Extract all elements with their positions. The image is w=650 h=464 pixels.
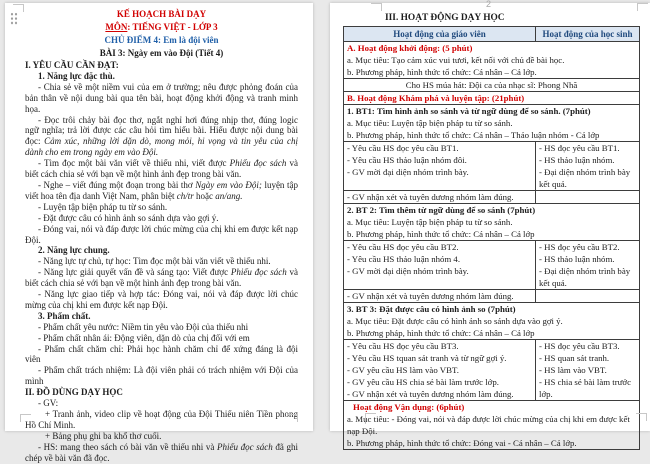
table-line: - HS thảo luận nhóm. (539, 254, 615, 264)
table-line: b. Phương pháp, hình thức tổ chức: Đóng vai - Cá nhân – Cả lớp. (347, 438, 577, 448)
table-row (344, 204, 640, 241)
right-page (330, 3, 650, 448)
table-line: - Yêu cầu HS đọc yêu cầu BT3. (347, 341, 459, 351)
student-cell (536, 142, 640, 191)
table-cell-span (344, 105, 640, 142)
paragraph: KẾ HOẠCH BÀI DẠY (116, 9, 207, 19)
table-cell-span (344, 42, 640, 79)
table-row (344, 290, 640, 303)
student-cell (536, 241, 640, 290)
table-line: Cho HS múa hát: Đội ca của nhạc sĩ: Phong Nhã (405, 80, 578, 90)
table-cell-span (344, 401, 640, 450)
text-boundary-mark (637, 3, 648, 11)
table-line: 2. BT 2: Tìm thêm từ ngữ dùng để so sánh (7phút) (347, 205, 536, 215)
table-line: - Đại diện nhóm trình bày kết quả. (539, 266, 631, 288)
table-row (344, 191, 640, 204)
table-line: - GV mời đại diện nhóm trình bày. (347, 167, 469, 177)
table-line: b. Phương pháp, hình thức tổ chức: Cá nhân – Cả lớp (347, 328, 535, 338)
table-line: 1. BT1: Tìm hình ảnh so sánh và từ ngữ dùng để so sánh. (7phút) (347, 106, 591, 116)
paragraph: - Đặt được câu có hình ảnh so sánh dựa vào gợi ý. (38, 212, 219, 223)
paragraph: MÔN: TIẾNG VIỆT - LỚP 3 (105, 22, 218, 32)
table-line: 3. BT 3: Đặt được câu có hình ảnh so (7phút) (347, 304, 516, 314)
paragraph: 3. Phẩm chất. (38, 310, 91, 321)
left-page (5, 3, 313, 463)
table-line: - Yêu cầu HS thảo luận nhóm 4. (347, 254, 461, 264)
table-line: - GV yêu cầu HS chia sẻ bài làm trước lớp. (347, 377, 499, 387)
table-line: b. Phương pháp, hình thức tổ chức: Cá nhân – Thảo luận nhóm - Cả lớp (347, 130, 600, 140)
paragraph: II. ĐỒ DÙNG DẠY HỌC (25, 387, 123, 398)
paragraph: 1. Năng lực đặc thù. (38, 70, 115, 81)
paragraph: - Đóng vai, nói và đáp được lời chúc mừng của chị khi em được kết nạp Đội. (25, 223, 298, 245)
table-line: a. Mục tiêu: - Đóng vai, nói và đáp được lời chúc mừng của chị khi em được kết nạp Đội. (347, 414, 630, 436)
paragraph: - Nghe – viết đúng một đoạn trong bài thơ Ngày em vào Đội; luyện tập viết hoa tên địa danh Việt Nam, phân biệt ch/tr hoặc an/ang. (25, 179, 298, 201)
teacher-cell (344, 340, 536, 401)
table-line: - GV mời đại diện nhóm trình bày. (347, 266, 469, 276)
table-row (344, 340, 640, 401)
student-cell (536, 340, 640, 401)
table-line: - Đại diện nhóm trình bày kết quả. (539, 167, 631, 189)
text-segment: Phiếu đọc sách (230, 267, 287, 278)
table-row (344, 303, 640, 340)
text-segment: Phiếu đọc sách (229, 158, 287, 169)
paragraph: - Luyện tập biện pháp tu từ so sánh. (38, 201, 168, 212)
text-segment: Phiếu đọc sách (217, 441, 273, 452)
table-line: B. Hoạt động Khám phá và luyện tập: (21phút) (347, 93, 525, 103)
text-boundary-mark (636, 413, 647, 421)
paragraph: - Năng lực giải quyết vấn đề và sáng tạo: Viết được Phiếu đọc sách và biết cách chia sẻ với bạn về một hình ảnh đẹp trong bài văn. (25, 267, 298, 289)
table-line: a. Mục tiêu: Đặt được câu có hình ảnh so sánh dựa vào gợi ý. (347, 316, 563, 326)
table-cell-span (344, 79, 640, 92)
teacher-cell (344, 290, 536, 303)
table-row (344, 401, 640, 450)
text-boundary-mark (365, 413, 376, 421)
table-line: - Yêu cầu HS tquan sát tranh và từ ngữ gợi ý. (347, 353, 507, 363)
table-row (344, 79, 640, 92)
table-line: - Yêu cầu HS thảo luận nhóm đôi. (347, 155, 467, 165)
paragraph: + Tranh ảnh, video clip về hoạt động của Đội Thiếu niên Tiền phong Hồ Chí Minh. (25, 409, 298, 430)
table-line: a. Mục tiêu: Luyện tập biện pháp tu từ so sánh. (347, 217, 513, 227)
paragraph: - Năng lực giao tiếp và hợp tác: Đóng vai, nói và đáp được lời chúc mừng của chị khi em được kết nạp Đội. (25, 289, 298, 310)
table-cell-span (344, 303, 640, 340)
paragraph: - Phẩm chất nhân ái: Động viên, dặn dò của chị đối với em (38, 332, 250, 343)
text-boundary-mark (20, 414, 31, 422)
paragraph: - GV: (38, 398, 59, 409)
table-line: b. Phương pháp, hình thức tổ chức: Cá nhân – Cả lớp. (347, 67, 537, 77)
table-line: - GV nhận xét và tuyên dương nhóm làm đúng. (347, 389, 514, 399)
paragraph: - Đọc trôi chảy bài đọc thơ, ngắt nghỉ hơi đúng nhịp thơ, đúng logic ngữ nghĩa; trả lời được các câu hỏi tìm hiểu bài. Hiểu được nội dung bài đọc: Cảm xúc, những lời dặn dò, mong mỏi, hi vọng và tin yêu của chị dành cho em trong ngày em vào Đội. (25, 114, 298, 158)
paragraph: CHỦ ĐIỂM 4: Em là đội viên (104, 35, 219, 45)
activities-table (343, 26, 640, 450)
table-header-row (344, 27, 640, 42)
column-header-student: Hoạt động của học sinh (536, 27, 640, 42)
activities-table-body (344, 42, 640, 450)
student-cell (536, 290, 640, 303)
table-line: - HS quan sát tranh. (539, 353, 610, 363)
table-row (344, 241, 640, 290)
table-line: - HS đọc yêu cầu BT2. (539, 242, 620, 252)
table-row (344, 105, 640, 142)
table-line: - HS chia sẻ bài làm trước lớp. (539, 377, 631, 399)
paragraph: - Phẩm chất trách nhiệm: Là đội viên phải có trách nhiệm với Đội của mình (25, 365, 298, 387)
text-boundary-mark (371, 3, 382, 11)
table-line: b. Phương pháp, hình thức tổ chức: Cá nhân – Cả lớp (347, 229, 535, 239)
table-line: - GV nhận xét và tuyên dương nhóm làm đúng. (347, 291, 514, 301)
table-row (344, 42, 640, 79)
text-segment: an/ang. (215, 190, 243, 201)
table-line: - Yêu cầu HS đọc yêu cầu BT1. (347, 143, 459, 153)
column-header-teacher: Hoạt động của giáo viên (344, 27, 536, 42)
paragraph: - Phẩm chất yêu nước: Niềm tin yêu vào Đội của thiếu nhi (38, 321, 249, 332)
table-line: - HS đọc yêu cầu BT1. (539, 143, 620, 153)
teacher-cell (344, 191, 536, 204)
table-line: A. Hoạt động khởi động: (5 phút) (347, 43, 473, 53)
section-heading: III. HOẠT ĐỘNG DẠY HỌC (385, 13, 505, 23)
left-page-content (5, 3, 313, 464)
teacher-cell (344, 241, 536, 290)
paragraph: BÀI 3: Ngày em vào Đội (Tiết 4) (99, 48, 224, 58)
table-row (344, 92, 640, 105)
paragraph: - HS: mang theo sách có bài văn về thiếu nhi và Phiếu đọc sách đã ghi chép về bài văn đã đọc. (25, 441, 299, 463)
table-row (344, 142, 640, 191)
text-segment: Ngày em vào Đội; (195, 179, 262, 190)
text-segment: ch/tr (176, 190, 194, 201)
table-line: - Yêu cầu HS đọc yêu cầu BT2. (347, 242, 459, 252)
table-line: Hoạt động Vận dụng: (6phút) (353, 402, 465, 412)
paragraph: - Chia sẻ về một niềm vui của em ở trường; nêu được phỏng đoán của bản thân về nội dung bài qua tên bài, hoạt động khởi động và tranh minh họa. (25, 81, 298, 114)
table-cell-span (344, 92, 640, 105)
text-boundary-mark (287, 414, 298, 422)
paragraph: - Phẩm chất chăm chỉ: Phải học hành chăm chỉ để xứng đáng là đội viên (25, 343, 298, 365)
paragraph: - Tìm đọc một bài văn viết về thiếu nhi, viết được Phiếu đọc sách và biết cách chia sẻ với bạn về một hình ảnh đẹp trong bài văn. (25, 158, 299, 180)
text-segment: MÔN (105, 22, 128, 32)
student-cell (536, 191, 640, 204)
text-boundary-mark (13, 4, 24, 12)
paragraph: + Bảng phụ ghi ba khổ thơ cuối. (45, 430, 162, 441)
table-cell-span (344, 204, 640, 241)
table-line: - GV yêu cầu HS làm vào VBT. (347, 365, 459, 375)
table-line: a. Mục tiêu: Tạo cảm xúc vui tươi, kết nối với chủ đề bài học. (347, 55, 565, 65)
paragraph: I. YÊU CẦU CẦN ĐẠT: (25, 60, 119, 70)
table-line: a. Mục tiêu: Luyện tập biện pháp tu từ so sánh. (347, 118, 513, 128)
text-segment: Cảm xúc, những lời dặn dò, mong mỏi, hi vọng và tin yêu của chị dành cho em trong ngày em vào Đội. (25, 136, 298, 158)
paragraph: - Năng lực tự chủ, tự học: Tìm đọc một bài văn viết về thiếu nhi. (38, 256, 271, 267)
table-line: - HS thảo luận nhóm. (539, 155, 615, 165)
table-line: - HS làm vào VBT. (539, 365, 607, 375)
paragraph: 2. Năng lực chung. (38, 245, 110, 256)
table-line: - GV nhận xét và tuyên dương nhóm làm đúng. (347, 192, 514, 202)
page-number: 2 (486, 0, 492, 9)
drag-dots-icon (10, 12, 18, 25)
table-line: - HS đọc yêu cầu BT3. (539, 341, 620, 351)
teacher-cell (344, 142, 536, 191)
